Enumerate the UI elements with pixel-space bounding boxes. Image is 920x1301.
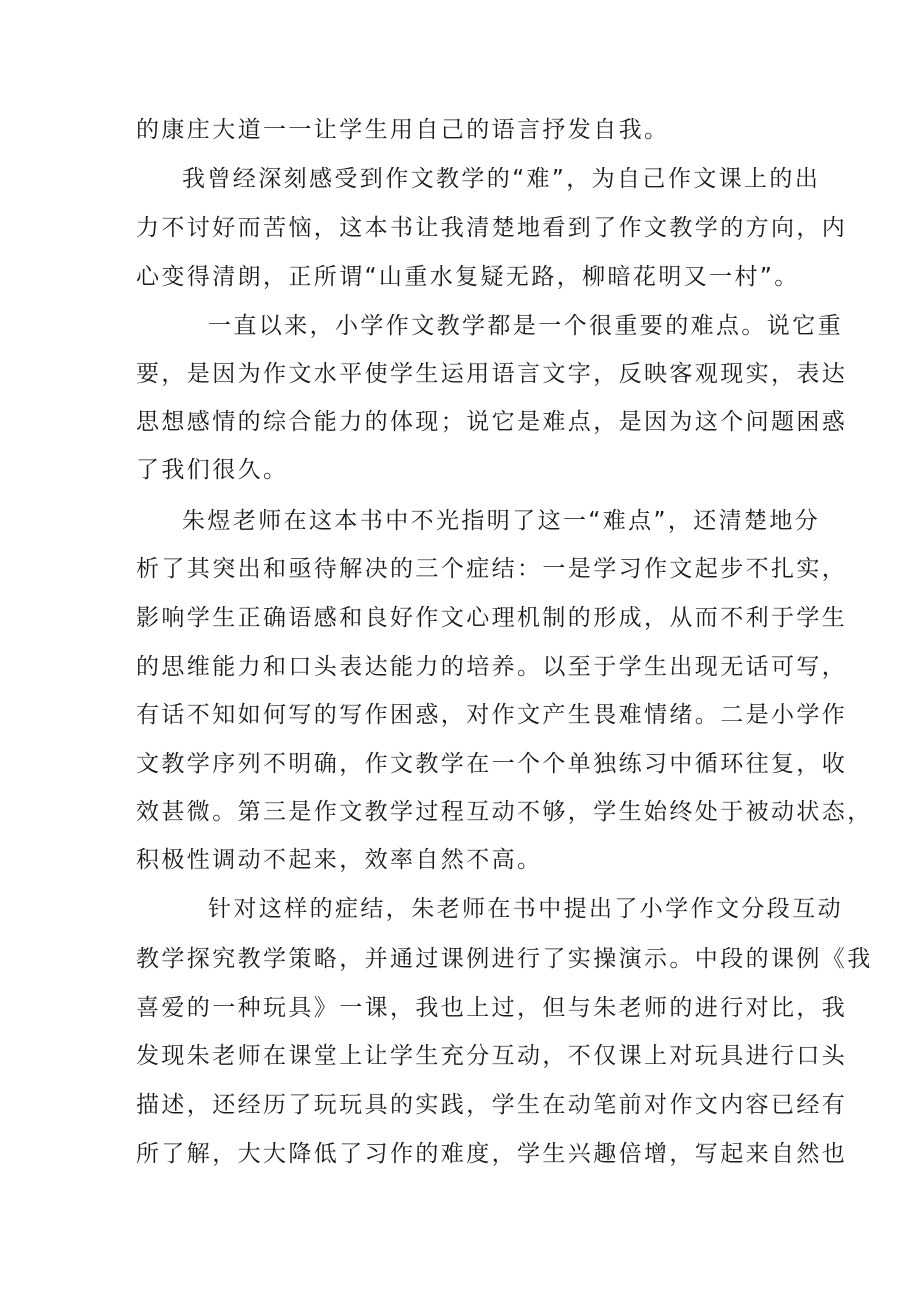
paragraph-start-line: 我曾经深刻感受到作文教学的“难”，为自己作文课上的出 [182,166,821,192]
text-line: 所了解，大大降低了习作的难度，学生兴趣倍增，写起来自然也 [136,1141,848,1167]
text-line: 思想感情的综合能力的体现；说它是难点，是因为这个问题困惑 [136,409,848,435]
text-line: 要，是因为作文水平使学生运用语言文字，反映客观现实，表达 [136,361,848,387]
text-line: 有话不知如何写的写作困惑，对作文产生畏难情绪。二是小学作 [136,702,848,728]
text-line: 的康庄大道一一让学生用自己的语言抒发自我。 [136,117,670,143]
text-line: 析了其突出和亟待解决的三个症结：一是学习作文起步不扎实， [136,556,848,582]
paragraph-start-line: 朱煜老师在这本书中不光指明了这一“难点”，还清楚地分 [182,508,821,534]
text-line: 喜爱的一种玩具》一课，我也上过，但与朱老师的进行对比，我 [136,995,848,1021]
text-line: 了我们很久。 [136,457,289,483]
paragraph-start-line: 针对这样的症结，朱老师在书中提出了小学作文分段互动 [208,896,843,922]
text-line: 心变得清朗，正所谓“山重水复疑无路，柳暗花明又一村”。 [136,264,800,290]
text-line: 效甚微。第三是作文教学过程互动不够，学生始终处于被动状态， [136,799,873,825]
text-line: 教学探究教学策略，并通过课例进行了实操演示。中段的课例《我 [136,946,873,972]
text-line: 积极性调动不起来，效率自然不高。 [136,847,543,873]
text-line: 描述，还经历了玩玩具的实践，学生在动笔前对作文内容已经有 [136,1092,848,1118]
text-line: 的思维能力和口头表达能力的培养。以至于学生出现无话可写， [136,654,848,680]
text-line: 影响学生正确语感和良好作文心理机制的形成，从而不利于学生 [136,605,848,631]
paragraph-start-line: 一直以来，小学作文教学都是一个很重要的难点。说它重 [208,313,843,339]
text-line: 发现朱老师在课堂上让学生充分互动，不仅课上对玩具进行口头 [136,1043,848,1069]
text-line: 文教学序列不明确，作文教学在一个个单独练习中循环往复，收 [136,751,848,777]
text-line: 力不讨好而苦恼，这本书让我清楚地看到了作文教学的方向，内 [136,215,848,241]
